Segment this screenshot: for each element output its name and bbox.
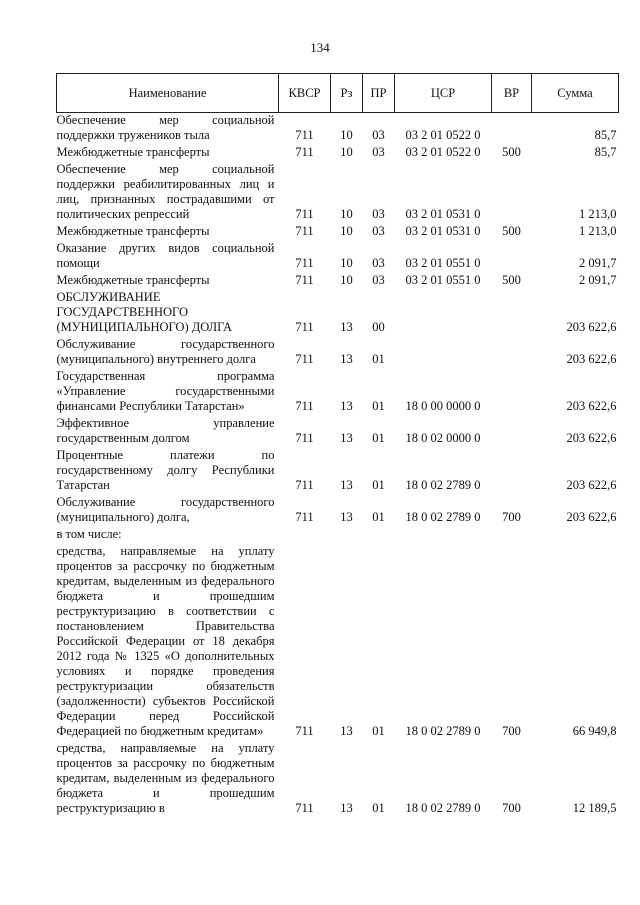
cell-sum: 203 622,6 bbox=[566, 399, 617, 413]
table-row bbox=[57, 290, 619, 337]
cell-kvsr: 711 bbox=[295, 399, 314, 413]
cell-name: Эффективное управление государственным долгом bbox=[56, 416, 275, 445]
cell-name: Обеспечение мер социальной поддержки тружеников тыла bbox=[56, 113, 275, 142]
table-row bbox=[57, 369, 619, 416]
cell-rz: 13 bbox=[340, 320, 353, 334]
cell-kvsr: 711 bbox=[295, 207, 314, 221]
header-kvsr: КВСР bbox=[279, 74, 331, 113]
cell-vr: 500 bbox=[502, 224, 521, 238]
cell-vr: 700 bbox=[502, 510, 521, 524]
cell-vr bbox=[492, 337, 532, 369]
cell-name: Процентные платежи по государственному долгу Республики Татарстан bbox=[56, 448, 275, 492]
cell-sum: 1 213,0 bbox=[579, 207, 617, 221]
table-row bbox=[57, 162, 619, 224]
cell-rz: 13 bbox=[340, 801, 353, 815]
cell-name: средства, направляемые на уплату процентов за рассрочку по бюджетным кредитам, выделенным из федерального бюджета и прошедшим реструктуризацию в bbox=[56, 741, 275, 815]
table-header-row bbox=[57, 74, 619, 113]
cell-name: ОБСЛУЖИВАНИЕ ГОСУДАРСТВЕННОГО (МУНИЦИПАЛЬНОГО) ДОЛГА bbox=[56, 290, 233, 334]
cell-name: Межбюджетные трансферты bbox=[56, 224, 210, 238]
cell-sum: 2 091,7 bbox=[579, 256, 617, 270]
cell-kvsr: 711 bbox=[295, 145, 314, 159]
cell-vr bbox=[492, 113, 532, 146]
cell-kvsr: 711 bbox=[295, 128, 314, 142]
table-row bbox=[57, 337, 619, 369]
cell-kvsr bbox=[279, 527, 331, 544]
cell-vr: 500 bbox=[502, 273, 521, 287]
cell-vr bbox=[492, 527, 532, 544]
cell-vr bbox=[492, 290, 532, 337]
header-rz: Рз bbox=[331, 74, 363, 113]
cell-csr: 18 0 02 2789 0 bbox=[405, 510, 481, 524]
cell-name: Межбюджетные трансферты bbox=[56, 273, 210, 287]
cell-csr: 03 2 01 0522 0 bbox=[405, 145, 481, 159]
budget-table bbox=[56, 73, 619, 818]
cell-csr: 03 2 01 0522 0 bbox=[405, 128, 481, 142]
header-csr: ЦСР bbox=[395, 74, 492, 113]
cell-rz bbox=[331, 527, 363, 544]
cell-pr: 03 bbox=[372, 224, 385, 238]
cell-csr: 18 0 02 0000 0 bbox=[405, 431, 481, 445]
cell-vr: 700 bbox=[502, 724, 521, 738]
cell-pr bbox=[363, 527, 395, 544]
cell-kvsr: 711 bbox=[295, 510, 314, 524]
cell-pr: 03 bbox=[372, 145, 385, 159]
page-number: 134 bbox=[310, 40, 330, 55]
cell-csr: 18 0 00 0000 0 bbox=[405, 399, 481, 413]
cell-rz: 13 bbox=[340, 510, 353, 524]
table-row bbox=[57, 241, 619, 273]
cell-kvsr: 711 bbox=[295, 256, 314, 270]
cell-kvsr: 711 bbox=[295, 224, 314, 238]
cell-pr: 03 bbox=[372, 207, 385, 221]
cell-rz: 10 bbox=[340, 145, 353, 159]
cell-csr: 03 2 01 0531 0 bbox=[405, 207, 481, 221]
cell-pr: 01 bbox=[372, 352, 385, 366]
cell-vr bbox=[492, 416, 532, 448]
cell-name: Обслуживание государственного (муниципального) внутреннего долга bbox=[56, 337, 275, 366]
cell-rz: 10 bbox=[340, 128, 353, 142]
header-pr: ПР bbox=[363, 74, 395, 113]
cell-kvsr: 711 bbox=[295, 320, 314, 334]
cell-name: средства, направляемые на уплату процентов за рассрочку по бюджетным кредитам, выделенным из федерального бюджета и прошедшим реструктуризацию в соответствии с постановлением Правительства Российской Федерации от 18 декабря 2012 года № 1325 «О дополнительных условиях и порядке проведения реструктуризации обязательств (задолженности) субъектов Российской Федерации перед Российской Федерацией по бюджетным кредитам» bbox=[56, 544, 275, 738]
table-row bbox=[57, 416, 619, 448]
cell-sum: 203 622,6 bbox=[566, 431, 617, 445]
table-row bbox=[57, 145, 619, 162]
cell-pr: 01 bbox=[372, 510, 385, 524]
cell-csr bbox=[395, 527, 492, 544]
table-row bbox=[57, 495, 619, 527]
cell-name: в том числе: bbox=[56, 527, 122, 541]
table-row bbox=[57, 527, 619, 544]
cell-vr: 500 bbox=[502, 145, 521, 159]
table-row bbox=[57, 448, 619, 495]
cell-name: Государственная программа «Управление государственными финансами Республики Татарстан» bbox=[56, 369, 275, 413]
cell-kvsr: 711 bbox=[295, 724, 314, 738]
cell-csr: 18 0 02 2789 0 bbox=[405, 478, 481, 492]
cell-rz: 13 bbox=[340, 478, 353, 492]
cell-sum: 12 189,5 bbox=[572, 801, 617, 815]
cell-rz: 10 bbox=[340, 207, 353, 221]
cell-name: Межбюджетные трансферты bbox=[56, 145, 210, 159]
table-body bbox=[57, 113, 619, 819]
cell-name: Обслуживание государственного (муниципального) долга, bbox=[56, 495, 275, 524]
cell-sum bbox=[532, 527, 619, 544]
header-sum: Сумма bbox=[532, 74, 619, 113]
cell-sum: 203 622,6 bbox=[566, 320, 617, 334]
table-row bbox=[57, 224, 619, 241]
cell-csr: 03 2 01 0551 0 bbox=[405, 273, 481, 287]
cell-pr: 03 bbox=[372, 128, 385, 142]
cell-vr bbox=[492, 162, 532, 224]
cell-sum: 66 949,8 bbox=[572, 724, 617, 738]
table-row bbox=[57, 113, 619, 146]
cell-kvsr: 711 bbox=[295, 352, 314, 366]
cell-csr: 18 0 02 2789 0 bbox=[405, 801, 481, 815]
table-row bbox=[57, 544, 619, 741]
cell-rz: 10 bbox=[340, 256, 353, 270]
header-name: Наименование bbox=[57, 74, 279, 113]
cell-rz: 13 bbox=[340, 352, 353, 366]
cell-pr: 03 bbox=[372, 273, 385, 287]
cell-rz: 10 bbox=[340, 273, 353, 287]
cell-vr bbox=[492, 369, 532, 416]
cell-pr: 00 bbox=[372, 320, 385, 334]
table-row bbox=[57, 741, 619, 818]
cell-vr: 700 bbox=[502, 801, 521, 815]
cell-pr: 01 bbox=[372, 801, 385, 815]
cell-pr: 01 bbox=[372, 478, 385, 492]
cell-sum: 1 213,0 bbox=[579, 224, 617, 238]
cell-sum: 203 622,6 bbox=[566, 352, 617, 366]
cell-csr bbox=[395, 290, 492, 337]
table-row bbox=[57, 273, 619, 290]
cell-sum: 85,7 bbox=[594, 145, 617, 159]
header-vr: ВР bbox=[492, 74, 532, 113]
cell-name: Оказание других видов социальной помощи bbox=[56, 241, 275, 270]
cell-rz: 13 bbox=[340, 399, 353, 413]
cell-csr: 18 0 02 2789 0 bbox=[405, 724, 481, 738]
cell-csr bbox=[395, 337, 492, 369]
cell-pr: 01 bbox=[372, 431, 385, 445]
cell-pr: 03 bbox=[372, 256, 385, 270]
cell-kvsr: 711 bbox=[295, 478, 314, 492]
cell-sum: 203 622,6 bbox=[566, 510, 617, 524]
cell-kvsr: 711 bbox=[295, 431, 314, 445]
cell-sum: 203 622,6 bbox=[566, 478, 617, 492]
cell-pr: 01 bbox=[372, 399, 385, 413]
cell-kvsr: 711 bbox=[295, 273, 314, 287]
cell-rz: 13 bbox=[340, 431, 353, 445]
cell-kvsr: 711 bbox=[295, 801, 314, 815]
cell-name: Обеспечение мер социальной поддержки реабилитированных лиц и лиц, признанных пострадавшими от политических репрессий bbox=[56, 162, 275, 221]
cell-vr bbox=[492, 241, 532, 273]
cell-rz: 10 bbox=[340, 224, 353, 238]
cell-sum: 85,7 bbox=[594, 128, 617, 142]
cell-sum: 2 091,7 bbox=[579, 273, 617, 287]
cell-pr: 01 bbox=[372, 724, 385, 738]
cell-csr: 03 2 01 0551 0 bbox=[405, 256, 481, 270]
cell-rz: 13 bbox=[340, 724, 353, 738]
cell-csr: 03 2 01 0531 0 bbox=[405, 224, 481, 238]
cell-vr bbox=[492, 448, 532, 495]
